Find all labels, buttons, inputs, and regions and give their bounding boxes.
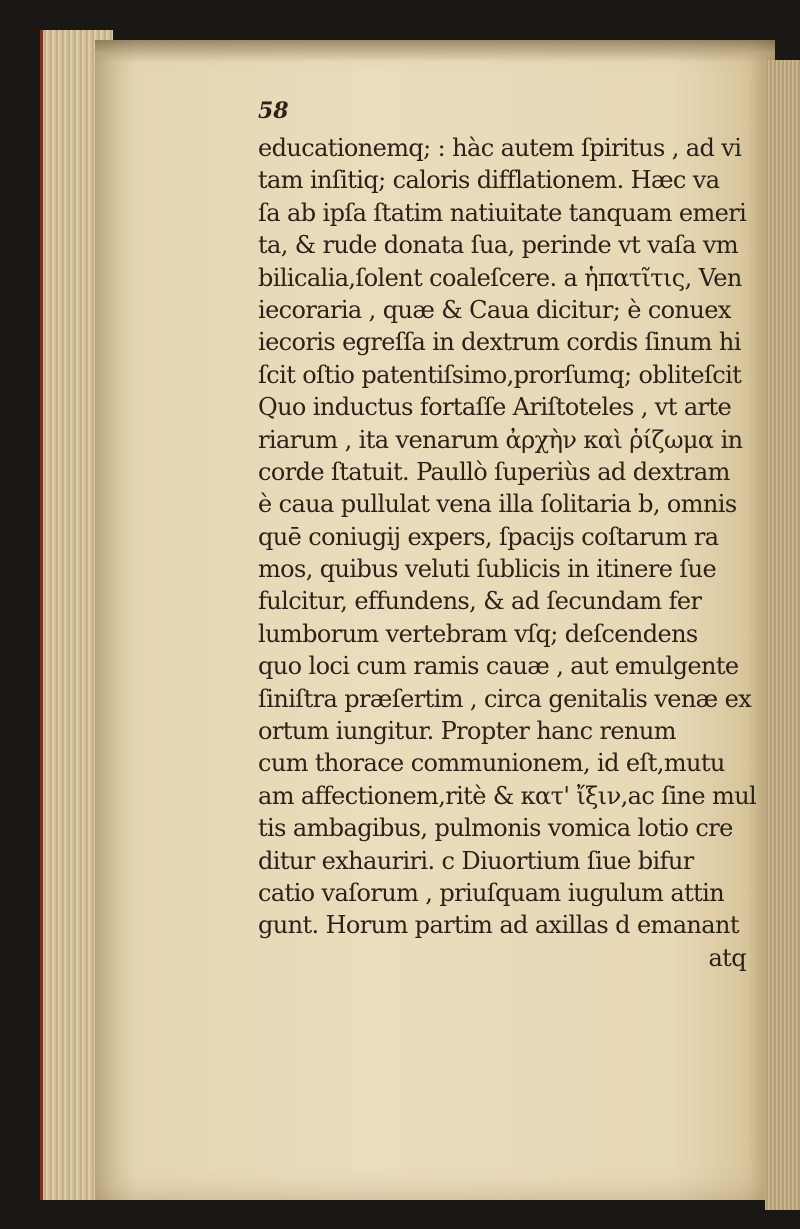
text-line: ſa ab ipſa ſtatim natiuitate tanquam emeri: [258, 198, 747, 227]
text-line: bilicalia,ſolent coaleſcere. a ἡπατῖτις, Ven: [258, 263, 742, 292]
text-line: è caua pullulat vena illa ſolitaria b, omnis: [258, 490, 737, 519]
text-line: am affectionem,ritè & κατ' ἴξιν,ac ſine mul: [258, 781, 757, 810]
right-page-edge: [765, 60, 800, 1210]
text-line: ditur exhauriri. c Diuortium ſiue bifur: [258, 846, 694, 875]
text-line: cum thorace communionem, id eſt,mutu: [258, 749, 725, 778]
text-line: ſcit oſtio patentiſsimo,prorſumq; obliteſcit: [258, 360, 742, 389]
text-line: ſiniſtra præſertim , circa genitalis venæ ex: [258, 684, 752, 713]
catchword: atq: [708, 943, 746, 972]
text-line: lumborum vertebram vſq; deſcendens: [258, 619, 698, 648]
text-line: mos, quibus veluti ſublicis in itinere ſue: [258, 555, 717, 584]
text-line: ta, & rude donata ſua, perinde vt vaſa vm: [258, 231, 738, 260]
text-line: ortum iungitur. Propter hanc renum: [258, 717, 676, 746]
text-line: gunt. Horum partim ad axillas d emanant: [258, 911, 739, 940]
text-line: educationemq; : hàc autem ſpiritus , ad vi: [258, 134, 742, 162]
text-line: riarum , ita venarum ἀρχὴν καὶ ῥίζωμα in: [258, 425, 743, 454]
page-top-shadow: [95, 40, 775, 62]
text-line: catio vaſorum , priuſquam iugulum attin: [258, 878, 725, 907]
text-line: iecoraria , quæ & Caua dicitur; è conuex: [258, 295, 731, 324]
text-line: tis ambagibus, pulmonis vomica lotio cre: [258, 814, 733, 843]
text-line: iecoris egreſſa in dextrum cordis ſinum hi: [258, 328, 741, 357]
page-number: 58: [258, 98, 289, 124]
body-text: [258, 132, 758, 974]
text-line: quē coniugij expers, ſpacijs coſtarum ra: [258, 522, 719, 551]
text-line: quo loci cum ramis cauæ , aut emulgente: [258, 652, 739, 681]
text-line: corde ſtatuit. Paullò ſuperiùs ad dextram: [258, 457, 730, 486]
text-line: fulcitur, effundens, & ad ſecundam fer: [258, 587, 702, 616]
text-line: tam inſitiq; caloris difflationem. Hæc va: [258, 166, 720, 195]
text-line: Quo inductus fortaſſe Ariſtoteles , vt arte: [258, 393, 732, 422]
